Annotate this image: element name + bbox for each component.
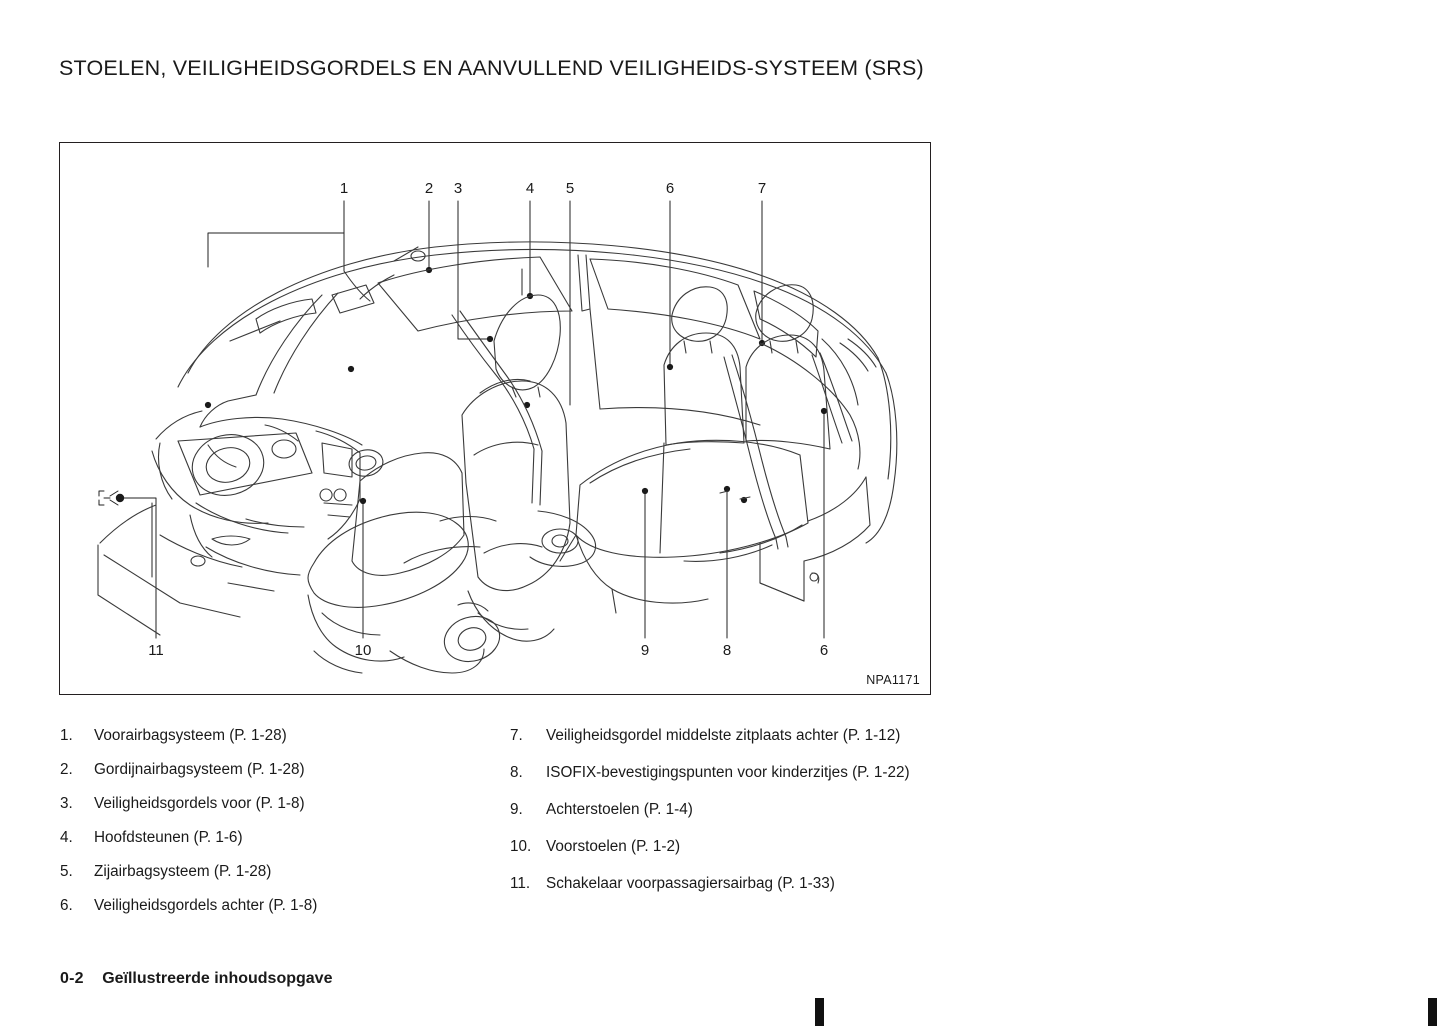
footer-section-label: Geïllustreerde inhoudsopgave xyxy=(102,970,333,987)
legend-label: Schakelaar voorpassagiersairbag (P. 1-33) xyxy=(546,875,835,892)
legend-number: 2. xyxy=(60,761,73,778)
legend-number: 11. xyxy=(510,875,531,892)
legend-item xyxy=(60,896,480,916)
legend-number: 8. xyxy=(510,764,523,781)
legend-label: Veiligheidsgordel middelste zitplaats achter (P. 1-12) xyxy=(546,727,901,744)
legend-number: 7. xyxy=(510,727,523,744)
figure-illustration xyxy=(59,142,931,695)
callout-3: 3 xyxy=(453,180,463,197)
callout-1: 1 xyxy=(339,180,349,197)
legend-number: 4. xyxy=(60,829,73,846)
legend-label: Veiligheidsgordels achter (P. 1-8) xyxy=(94,897,318,914)
legend-number: 6. xyxy=(60,897,73,914)
legend-item xyxy=(60,794,480,814)
print-mark-left xyxy=(815,998,824,1026)
legend-item xyxy=(510,763,940,783)
callout-6-top: 6 xyxy=(665,180,675,197)
print-mark-right xyxy=(1428,998,1437,1026)
legend-item xyxy=(60,726,480,746)
legend-column-right xyxy=(510,726,940,911)
legend-item xyxy=(510,837,940,857)
callout-11: 11 xyxy=(148,642,164,659)
legend-item xyxy=(510,800,940,820)
legend-label: Zijairbagsysteem (P. 1-28) xyxy=(94,863,272,880)
legend-label: Veiligheidsgordels voor (P. 1-8) xyxy=(94,795,305,812)
legend-column-left xyxy=(60,726,480,930)
car-interior-diagram xyxy=(60,143,930,694)
legend-item xyxy=(510,726,940,746)
callout-4: 4 xyxy=(525,180,535,197)
legend-item xyxy=(60,862,480,882)
legend-number: 1. xyxy=(60,727,73,744)
footer-page-number: 0-2 xyxy=(60,970,84,987)
callout-10: 10 xyxy=(354,642,372,659)
legend-number: 3. xyxy=(60,795,73,812)
page-title: STOELEN, VEILIGHEIDSGORDELS EN AANVULLEND VEILIGHEIDS-SYSTEEM (SRS) xyxy=(59,56,924,81)
legend-number: 5. xyxy=(60,863,73,880)
page-footer xyxy=(60,970,332,988)
legend-label: Voorstoelen (P. 1-2) xyxy=(546,838,681,855)
legend-item xyxy=(60,828,480,848)
legend-label: Gordijnairbagsysteem (P. 1-28) xyxy=(94,761,305,778)
callout-7: 7 xyxy=(757,180,767,197)
callout-2: 2 xyxy=(424,180,434,197)
legend-number: 10. xyxy=(510,838,532,855)
legend-label: Voorairbagsysteem (P. 1-28) xyxy=(94,727,287,744)
legend-label: Hoofdsteunen (P. 1-6) xyxy=(94,829,243,846)
callout-8: 8 xyxy=(722,642,732,659)
legend-item xyxy=(510,874,940,894)
legend-label: Achterstoelen (P. 1-4) xyxy=(546,801,693,818)
figure-code: NPA1171 xyxy=(866,673,920,687)
legend-item xyxy=(60,760,480,780)
callout-9: 9 xyxy=(640,642,650,659)
legend-label: ISOFIX-bevestigingspunten voor kinderzitjes (P. 1-22) xyxy=(546,764,910,781)
legend-number: 9. xyxy=(510,801,523,818)
callout-5: 5 xyxy=(565,180,575,197)
callout-6-bottom: 6 xyxy=(819,642,829,659)
